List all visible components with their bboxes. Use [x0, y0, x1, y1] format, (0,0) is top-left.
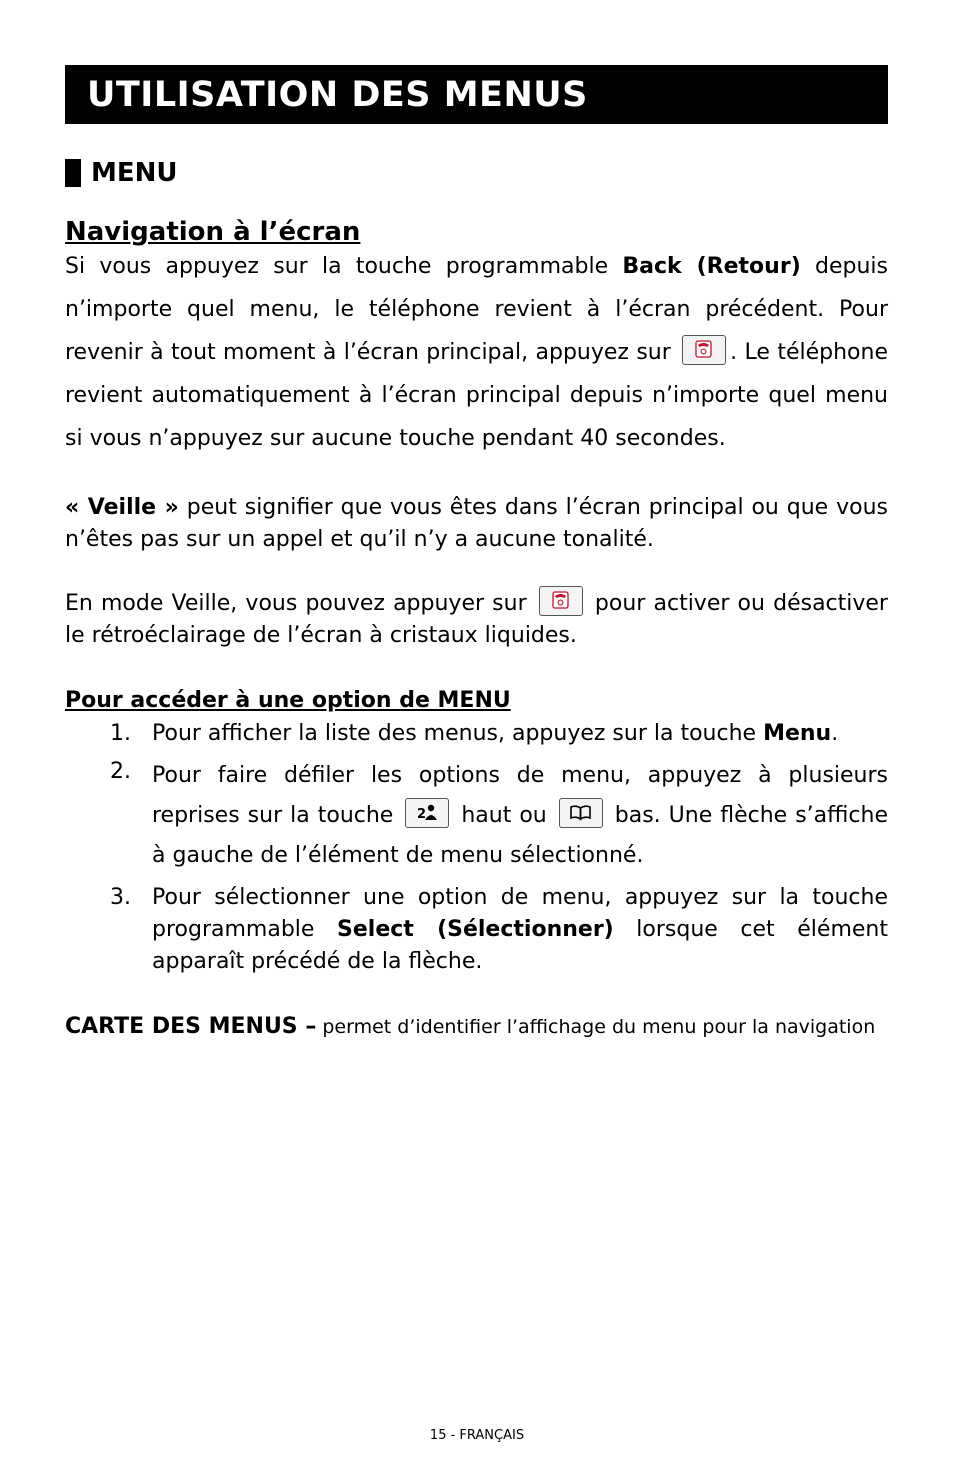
text-run: Pour faire défiler les options de menu, appuyez à plusieurs reprises sur la touche [152, 763, 888, 828]
veille-term: « Veille » [65, 495, 179, 520]
procedure-steps [65, 718, 888, 978]
text-run: depuis n’importe quel menu, le téléphone revient à l’écran précédent. Pour revenir à tout moment à l’écran principal, appuyez sur [65, 254, 889, 365]
navigation-heading: Navigation à l’écran [65, 217, 361, 247]
menu-key-label: Menu [763, 721, 832, 746]
page-title: UTILISATION DES MENUS [87, 74, 588, 115]
manual-page [65, 65, 888, 1042]
section-title: MENU [91, 158, 178, 188]
list-item [65, 882, 888, 978]
contacts-up-icon [405, 798, 449, 828]
book-down-icon [559, 798, 603, 828]
phone-end-icon [682, 335, 726, 365]
navigation-paragraph-1 [65, 245, 888, 460]
step-number: 3. [110, 885, 131, 910]
navigation-paragraph-3 [65, 588, 888, 652]
text-run: Si vous appuyez sur la touche programmable [65, 254, 623, 279]
back-key-label: Back (Retour) [622, 254, 801, 279]
section-heading [65, 158, 888, 188]
text-run: haut ou [453, 803, 555, 828]
text-run: peut signifier que vous êtes dans l’écran principal ou que vous n’êtes pas sur un appel et qu’il n’y a aucune tonalité. [65, 495, 889, 552]
list-item [65, 756, 888, 876]
text-run: pour activer ou désactiver le rétroéclairage de l’écran à cristaux liquides. [65, 591, 888, 648]
menu-map-description: permet d’identifier l’affichage du menu pour la navigation [316, 1016, 876, 1038]
phone-end-icon [539, 586, 583, 616]
navigation-paragraph-2 [65, 492, 888, 556]
section-marker [65, 159, 81, 187]
text-run: Pour afficher la liste des menus, appuyez sur la touche [152, 721, 764, 746]
procedure-heading: Pour accéder à une option de MENU [65, 688, 511, 713]
text-run: bas. Une flèche s’affiche à gauche de l’élément de menu sélectionné. [152, 803, 888, 868]
text-run: En mode Veille, vous pouvez appuyer sur [65, 591, 535, 616]
select-key-label: Select (Sélectionner) [337, 917, 614, 942]
text-run: . [831, 721, 839, 746]
text-run: . Le téléphone revient automatiquement à l’écran principal depuis n’importe quel menu si vous n’appuyez sur aucune touche pendant 40 secondes. [65, 340, 888, 451]
menu-map-label: CARTE DES MENUS – [65, 1014, 317, 1039]
svg-text:2: 2 [417, 807, 427, 822]
list-item [65, 718, 888, 750]
page-title-bar [65, 65, 888, 124]
step-number: 1. [110, 721, 131, 746]
menu-map-line [65, 1012, 888, 1042]
page-number: 15 - FRANÇAIS [429, 1428, 525, 1443]
text-run: Pour sélectionner une option de menu, appuyez sur la touche programmable [152, 885, 888, 942]
step-number: 2. [110, 759, 131, 784]
text-run: lorsque cet élément apparaît précédé de la flèche. [152, 917, 888, 974]
